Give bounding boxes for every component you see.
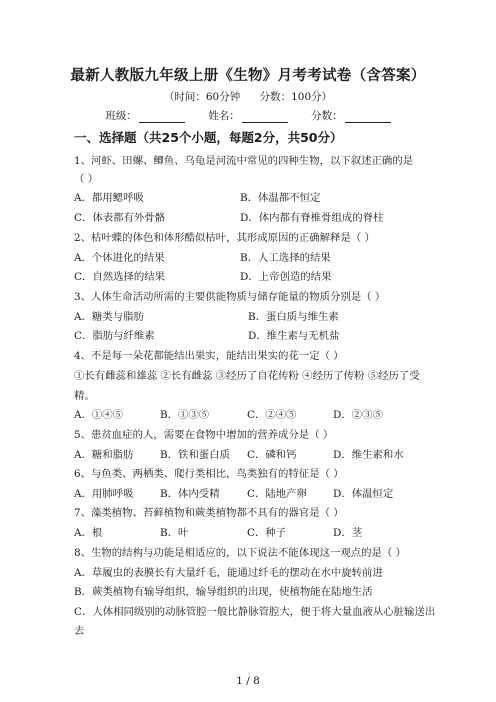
name-label: 姓名：: [208, 110, 240, 122]
question-1-stem-cont: （ ）: [74, 173, 99, 185]
q3-option-a[interactable]: A．糖类与脂肪: [74, 311, 144, 323]
q8-option-b[interactable]: B．蕨类植物有输导组织，输导组织的出现，使植物能在陆地生活: [74, 586, 373, 598]
q7-option-c[interactable]: C．种子: [247, 527, 287, 539]
score-blank[interactable]: [345, 110, 391, 123]
question-8-stem: 8、生物的结构与功能是相适应的，以下说法不能体现这一观点的是（ ）: [74, 547, 407, 559]
q5-option-d[interactable]: D．维生素和水: [333, 449, 404, 461]
class-blank[interactable]: [139, 110, 185, 123]
name-blank[interactable]: [242, 110, 288, 123]
q5-option-a[interactable]: A．糖和脂肪: [74, 449, 134, 461]
exam-meta: [0, 89, 496, 104]
question-1-stem: 1、河虾、田螺、鲫鱼、乌龟是河流中常见的四种生物，以下叙述正确的是: [74, 155, 414, 167]
q3-option-b[interactable]: B．蛋白质与维生素: [248, 311, 339, 323]
q7-option-b[interactable]: B．叶: [160, 527, 189, 539]
q5-option-c[interactable]: C．磷和钙: [247, 449, 297, 461]
time-limit: （时间：60分钟: [163, 91, 241, 103]
q6-option-a[interactable]: A．用肺呼吸: [74, 488, 134, 500]
q3-option-c[interactable]: C．脂肪与纤维素: [74, 330, 155, 342]
score-field: [311, 108, 391, 123]
question-4-stem: 4、不是每一朵花都能结出果实，能结出果实的花一定（ ）: [74, 350, 344, 362]
total-score: 分数：100分）: [259, 91, 333, 103]
q1-option-a[interactable]: A．都用鳃呼吸: [74, 192, 144, 204]
q7-option-d[interactable]: D．茎: [333, 527, 363, 539]
q4-option-c[interactable]: C．②④⑤: [247, 409, 297, 421]
class-field: [105, 108, 185, 123]
q1-option-b[interactable]: B．体温都不恒定: [240, 192, 321, 204]
name-field: [208, 108, 288, 123]
q2-option-a[interactable]: A．个体进化的结果: [74, 252, 165, 264]
student-info-fields: [0, 108, 496, 123]
q7-option-a[interactable]: A．根: [74, 527, 103, 539]
q4-option-d[interactable]: D．②③⑤: [333, 409, 383, 421]
q1-option-c[interactable]: C．体表都有外骨骼: [74, 212, 166, 224]
question-6-stem: 6、与鱼类、两栖类、爬行类相比，鸟类独有的特征是（ ）: [74, 468, 344, 480]
q4-option-b[interactable]: B．①③⑤: [160, 409, 210, 421]
exam-title: 最新人教版九年级上册《生物》月考考试卷（含答案）: [70, 68, 426, 84]
q8-option-a[interactable]: A．草履虫的表膜长有大量纤毛，能通过纤毛的摆动在水中旋转前进: [74, 567, 383, 579]
question-7-stem: 7、藻类植物、苔藓植物和蕨类植物都不具有的器官是（ ）: [74, 507, 344, 519]
q8-option-c-cont: 去: [74, 625, 85, 637]
score-label: 分数：: [311, 110, 343, 122]
q2-option-d[interactable]: D．上帝创造的结果: [240, 271, 332, 283]
class-label: 班级：: [105, 110, 137, 122]
q2-option-c[interactable]: C．自然选择的结果: [74, 271, 166, 283]
q8-option-c[interactable]: C．人体相同级别的动脉管腔一般比静脉管腔大，便于将大量血液从心脏输送出: [74, 606, 436, 618]
question-3-stem: 3、人体生命活动所需的主要供能物质与储存能量的物质分别是（ ）: [74, 291, 386, 303]
q3-option-d[interactable]: D．维生素与无机盐: [248, 330, 340, 342]
q2-option-b[interactable]: B．人工选择的结果: [240, 252, 331, 264]
q5-option-b[interactable]: B．铁和蛋白质: [160, 449, 230, 461]
section-heading: 一、选择题（共25个小题，每题2分，共50分）: [74, 130, 343, 145]
q6-option-d[interactable]: D．体温恒定: [333, 488, 394, 500]
q1-option-d[interactable]: D．体内都有脊椎骨组成的脊柱: [240, 212, 384, 224]
question-2-stem: 2、枯叶蝶的体色和体形酷似枯叶，其形成原因的正确解释是（ ）: [74, 232, 375, 244]
q6-option-c[interactable]: C．陆地产卵: [247, 488, 307, 500]
question-4-conditions: ①长有雌蕊和雄蕊 ②长有雌蕊 ③经历了自花传粉 ④经历了传粉 ⑤经历了受: [74, 370, 420, 382]
q6-option-b[interactable]: B．体内受精: [160, 488, 220, 500]
q4-option-a[interactable]: A．①④⑤: [74, 409, 124, 421]
question-4-conditions-cont: 精。: [74, 390, 95, 402]
page-number: 1 / 8: [236, 675, 260, 687]
question-5-stem: 5、患贫血症的人，需要在食物中增加的营养成分是（ ）: [74, 429, 334, 441]
